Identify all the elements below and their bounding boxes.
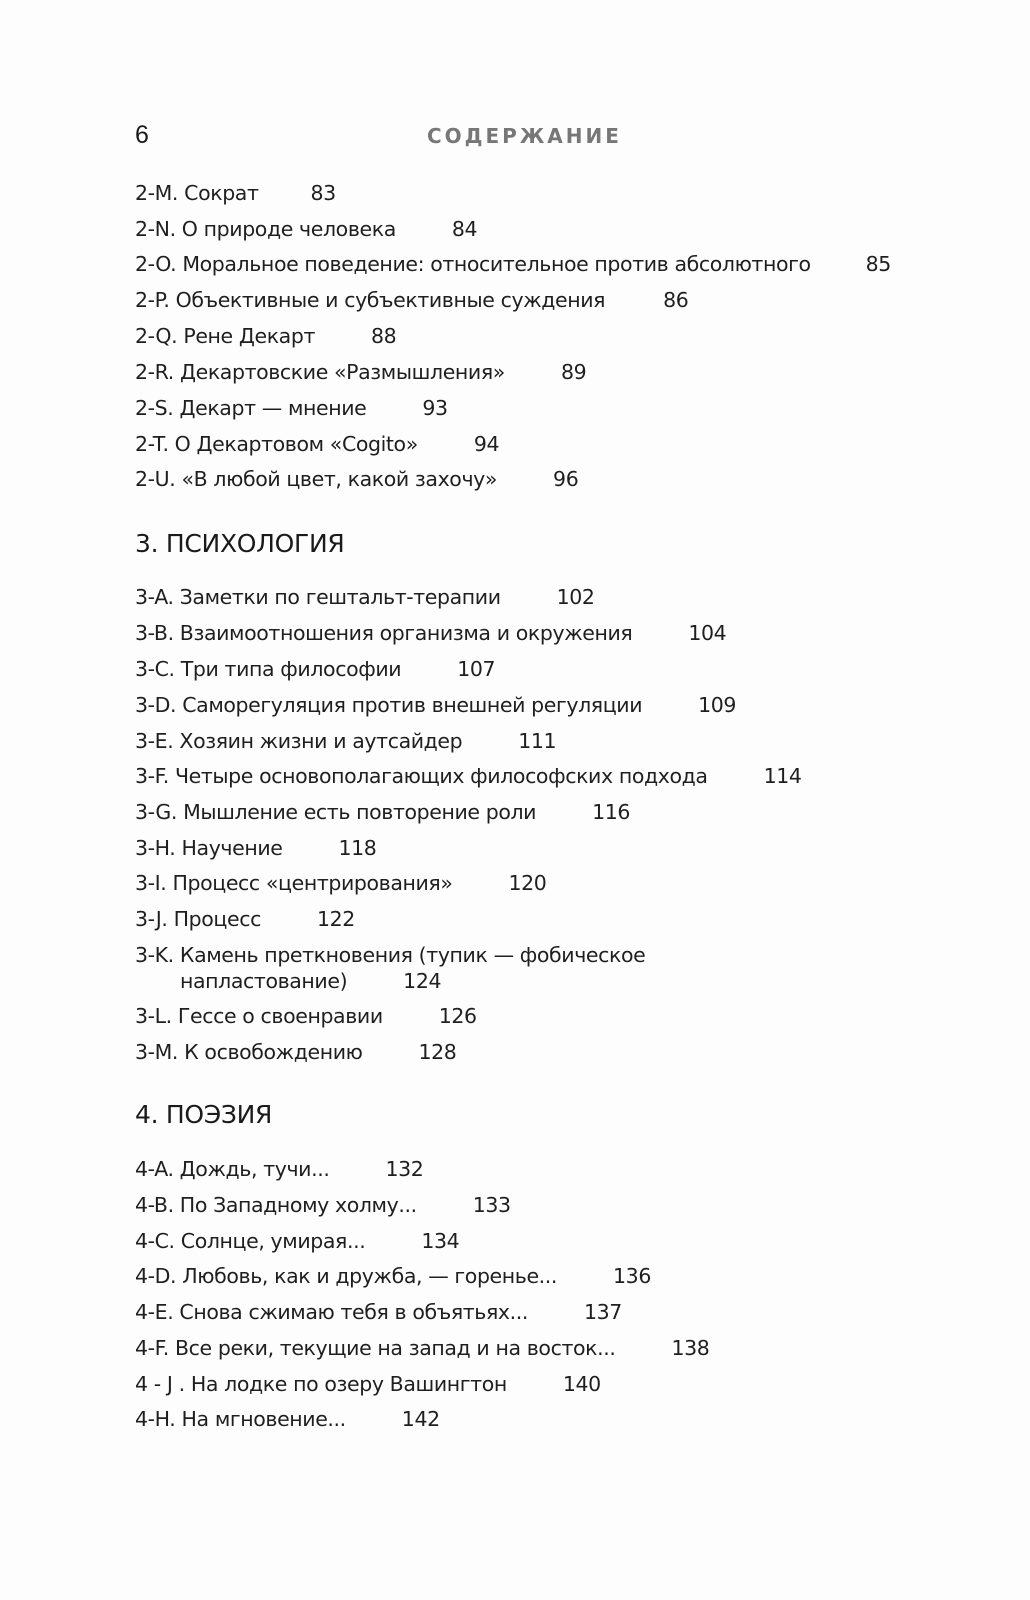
- entry-title: 2-R. Декартовские «Размышления»: [135, 360, 505, 384]
- toc-entry: [135, 584, 595, 610]
- toc-entry: [135, 728, 556, 754]
- section-heading: 4. ПОЭЗИЯ: [135, 1100, 273, 1129]
- toc-entry: [135, 620, 726, 646]
- entry-title: 3-L. Гессе о своенравии: [135, 1004, 383, 1028]
- toc-entry: [135, 1371, 601, 1397]
- toc-entry: [135, 466, 578, 492]
- entry-title: 3-F. Четыре основополагающих философских подхода: [135, 764, 708, 788]
- entry-page: 102: [556, 585, 595, 609]
- toc-entry: [135, 431, 499, 457]
- toc-entry: [135, 1406, 440, 1432]
- entry-title: 3-C. Три типа философии: [135, 657, 402, 681]
- entry-title: 4 - J . На лодке по озеру Вашингтон: [135, 1372, 507, 1396]
- entry-page: 84: [451, 217, 478, 241]
- entry-title: 3-H. Научение: [135, 836, 283, 860]
- entry-page: 86: [663, 288, 689, 312]
- toc-entry: [135, 323, 396, 349]
- toc-entry: [135, 906, 355, 932]
- entry-page: 122: [316, 907, 355, 931]
- toc-entry: [135, 1192, 511, 1218]
- toc-entry: [135, 180, 336, 206]
- toc-entry: [135, 870, 546, 896]
- entry-title: 2-S. Декарт — мнение: [135, 396, 367, 420]
- entry-page: 114: [763, 764, 802, 788]
- entry-title: 3-D. Саморегуляция против внешней регуляции: [135, 693, 643, 717]
- entry-title: 4-F. Все реки, текущие на запад и на восток...: [135, 1336, 616, 1360]
- entry-page: 136: [613, 1264, 651, 1288]
- toc-entry: [135, 1039, 456, 1065]
- toc-entry: [135, 359, 586, 385]
- entry-page: 118: [338, 836, 377, 860]
- entry-page: 111: [518, 729, 557, 753]
- entry-page: 116: [592, 800, 631, 824]
- entry-title: 3-G. Мышление есть повторение роли: [135, 800, 537, 824]
- toc-entry: [135, 799, 630, 825]
- toc-entry: [135, 692, 736, 718]
- toc-entry: [135, 1299, 622, 1325]
- entry-title: 2-Q. Рене Декарт: [135, 324, 315, 348]
- toc-entry: [135, 1228, 459, 1254]
- page-number: 6: [135, 121, 149, 149]
- entry-title: 3-E. Хозяин жизни и аутсайдер: [135, 729, 463, 753]
- entry-title: 4-C. Солнце, умирая...: [135, 1229, 366, 1253]
- toc-entry: [135, 287, 688, 313]
- entry-page: 94: [473, 432, 500, 456]
- toc-entry: [135, 656, 495, 682]
- entry-title: 4-H. На мгновение...: [135, 1407, 346, 1431]
- entry-page: 88: [371, 324, 397, 348]
- entry-page: 128: [418, 1040, 457, 1064]
- entry-title: 2-N. О природе человека: [135, 217, 396, 241]
- entry-title: 2-U. «В любой цвет, какой захочу»: [135, 467, 498, 491]
- entry-page: 96: [553, 467, 579, 491]
- entry-title: 3-M. К освобождению: [135, 1040, 363, 1064]
- toc-entry: [135, 835, 376, 861]
- entry-title: 2-M. Сократ: [135, 181, 259, 205]
- entry-title: 3-A. Заметки по гештальт-терапии: [135, 585, 501, 609]
- entry-title: 2-O. Моральное поведение: относительное против абсолютного: [135, 252, 811, 276]
- entry-title: 2-P. Объективные и субъективные суждения: [135, 288, 606, 312]
- entry-page: 140: [562, 1372, 601, 1396]
- entry-page: 89: [560, 360, 587, 384]
- toc-entry: [135, 1003, 477, 1029]
- entry-title: 3-I. Процесс «центрирования»: [135, 871, 453, 895]
- running-head: СОДЕРЖАНИЕ: [427, 124, 622, 148]
- entry-page: 120: [508, 871, 547, 895]
- entry-title: 2-T. О Декартовом «Cogito»: [135, 432, 418, 456]
- entry-page: 126: [438, 1004, 477, 1028]
- entry-title-continued: напластование): [180, 969, 348, 993]
- toc-entry: [135, 395, 448, 421]
- entry-title: 4-E. Снова сжимаю тебя в объятьях...: [135, 1300, 528, 1324]
- entry-page: 133: [472, 1193, 511, 1217]
- entry-page: 124: [403, 969, 442, 993]
- entry-page: 142: [401, 1407, 440, 1431]
- entry-page: 104: [688, 621, 727, 645]
- toc-entry: [135, 1263, 651, 1289]
- entry-title: 3-J. Процесс: [135, 907, 261, 931]
- entry-title: 4-B. По Западному холму...: [135, 1193, 417, 1217]
- entry-page: 93: [422, 396, 448, 420]
- entry-page: 137: [584, 1300, 622, 1324]
- toc-entry: [135, 1335, 709, 1361]
- entry-page: 138: [671, 1336, 710, 1360]
- toc-entry: [135, 251, 891, 277]
- toc-entry: [135, 763, 802, 789]
- toc-entry: [135, 1156, 423, 1182]
- entry-title: 3-K. Камень преткновения (тупик — фобическое: [135, 943, 646, 967]
- entry-page: 83: [310, 181, 336, 205]
- toc-entry: [135, 216, 477, 242]
- entry-title: 4-D. Любовь, как и дружба, — горенье...: [135, 1264, 558, 1288]
- toc-entry: [135, 942, 695, 994]
- entry-title: 4-A. Дождь, тучи...: [135, 1157, 330, 1181]
- entry-page: 109: [698, 693, 737, 717]
- section-heading: 3. ПСИХОЛОГИЯ: [135, 529, 345, 558]
- entry-page: 132: [385, 1157, 424, 1181]
- entry-title: 3-B. Взаимоотношения организма и окружения: [135, 621, 633, 645]
- entry-page: 85: [865, 252, 891, 276]
- entry-page: 107: [457, 657, 496, 681]
- entry-page: 134: [421, 1229, 460, 1253]
